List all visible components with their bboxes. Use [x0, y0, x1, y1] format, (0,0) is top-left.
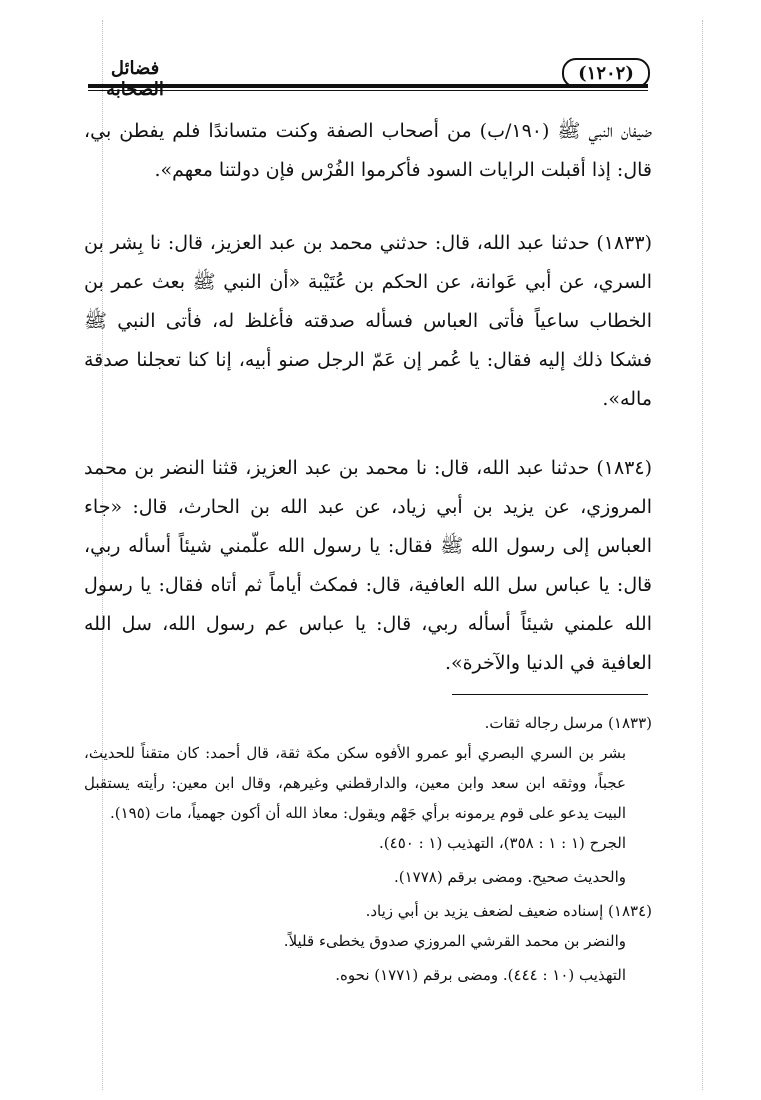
running-title: فضائل الصحابة: [106, 58, 164, 100]
footnotes: [84, 708, 652, 994]
footnote-1834-biography: والنضر بن محمد القرشي المروزي صدوق يخطىء قليلاً.: [283, 932, 626, 950]
footnote-1833-heading: (١٨٣٣) مرسل رجاله ثقات.: [484, 714, 652, 732]
footnote-1834-reference: التهذيب (١٠ : ٤٤٤). ومضى برقم (١٧٧١) نحوه.: [335, 966, 626, 984]
hadith-1834: (١٨٣٤) حدثنا عبد الله، قال: نا محمد بن عبد العزيز، قثنا النضر بن محمد المروزي، عن يزيد بن أبي زياد، عن عبد الله بن الحارث، قال: «جاء العباس إلى رسول الله ﷺ فقال: يا رسول الله علّمني شيئاً أسأله ربي، قال: يا عباس سل الله العافية، قال: فمكث أياماً ثم أتاه فقال: يا رسول الله علمني شيئاً أسأله ربي، قال: يا عباس عم رسول الله، سل الله العافية في الدنيا والآخرة».: [84, 457, 652, 674]
footnote-1834-heading: (١٨٣٤) إسناده ضعيف لضعف يزيد بن أبي زياد.: [365, 902, 652, 920]
scan-margin-right: [702, 20, 703, 1090]
main-text: [84, 112, 652, 713]
footnote-separator: [452, 694, 648, 695]
paragraph-continuation: ضيفان النبي ﷺ (١٩٠/ب) من أصحاب الصفة وكنت متساندًا فلم يفطن بي، قال: إذا أقبلت الرايات السود فأكرموا الفُرْس فإن دولتنا معهم».: [84, 120, 652, 181]
footnote-1833-note: والحديث صحيح. ومضى برقم (١٧٧٨).: [393, 868, 626, 886]
header-rule-thin: [88, 90, 648, 91]
page-number: (١٢٠٢): [562, 58, 650, 88]
header-rule: [88, 84, 648, 88]
footnote-1833-reference: الجرح (١ : ١ : ٣٥٨)، التهذيب (١ : ٤٥٠).: [379, 834, 626, 852]
footnote-1833-biography: بشر بن السري البصري أبو عمرو الأفوه سكن مكة ثقة، قال أحمد: كان متقناً للحديث، عجباً، ووثقه ابن سعد وابن معين، والدارقطني وغيرهم، وقال ابن معين: رأيته يستقبل البيت يدعو على قوم يرمونه برأي جَهْم ويقول: معاذ الله أن أكون جهمياً، مات (١٩٥).: [84, 744, 626, 822]
hadith-1833: (١٨٣٣) حدثنا عبد الله، قال: حدثني محمد بن عبد العزيز، قال: نا بِشر بن السري، عن أبي عَوانة، عن الحكم بن عُتَيْبة «أن النبي ﷺ بعث عمر بن الخطاب ساعياً فأتى العباس فسأله صدقته فأغلظ له، فأتى النبي ﷺ فشكا ذلك إليه فقال: يا عُمر إن عَمّ الرجل صنو أبيه، إنا كنا تعجلنا صدقة ماله».: [84, 232, 652, 410]
